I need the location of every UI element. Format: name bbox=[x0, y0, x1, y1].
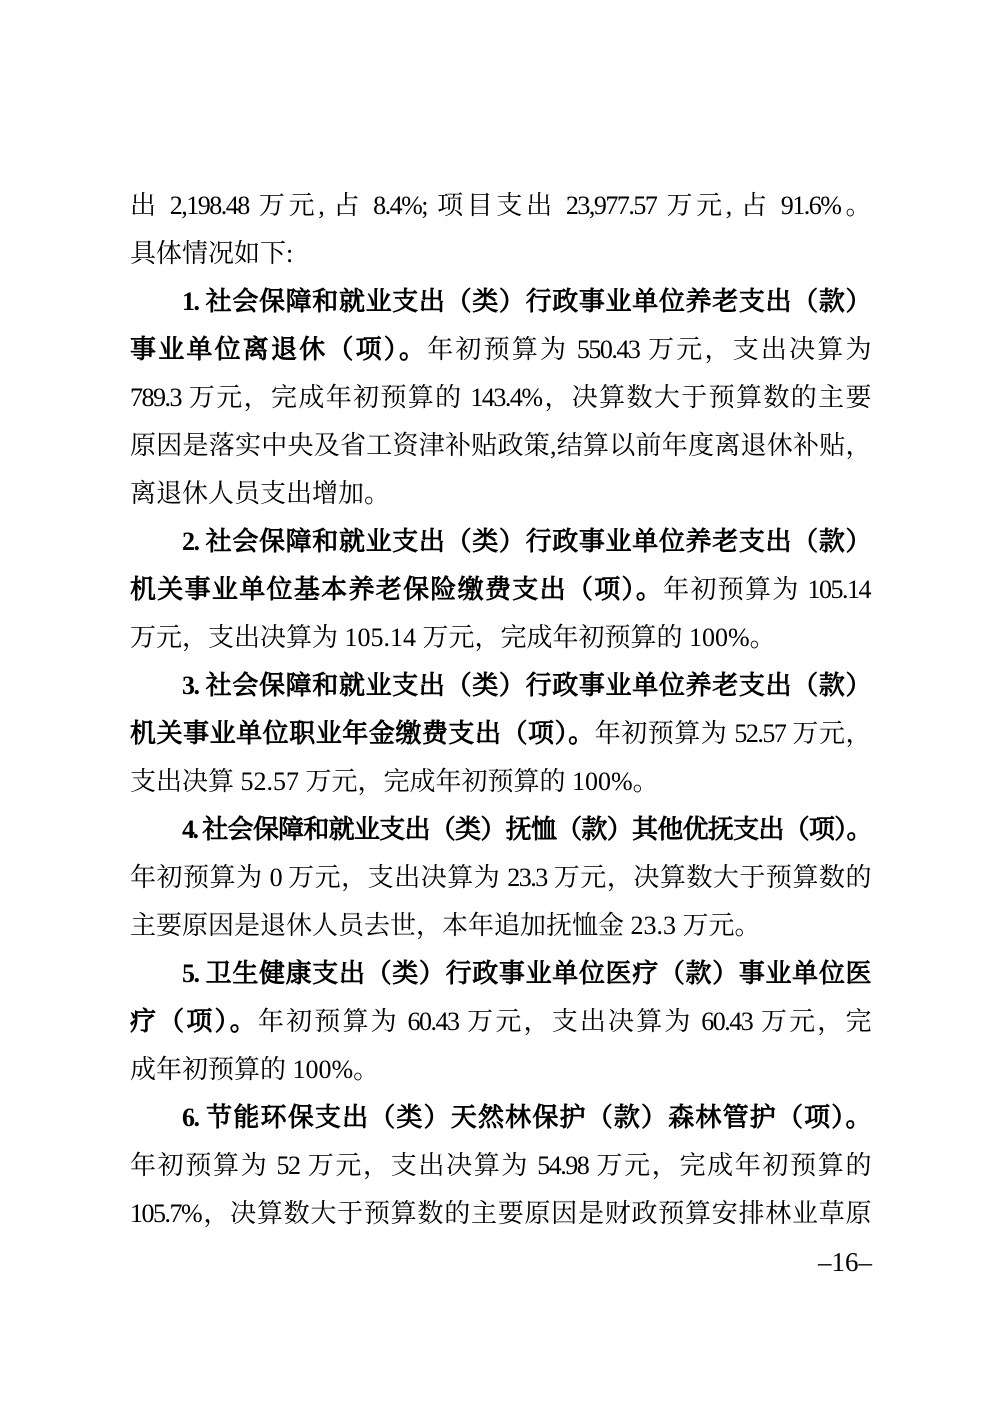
text-line bbox=[130, 662, 870, 710]
item-title-run: 6. 节能环保支出（类）天然林保护（款）森林管护（项）。 bbox=[182, 1103, 870, 1132]
paragraph bbox=[130, 950, 870, 1094]
item-title-run: 机关事业单位职业年金缴费支出（项）。 bbox=[130, 719, 595, 748]
item-title-run: 事业单位离退休（项）。 bbox=[130, 335, 428, 364]
item-title-run: 4. 社会保障和就业支出（类）抚恤（款）其他优抚支出（项）。 bbox=[182, 815, 870, 844]
text-line bbox=[130, 374, 870, 422]
text-line bbox=[130, 326, 870, 374]
item-title-run: 机关事业单位基本养老保险缴费支出（项）。 bbox=[130, 575, 664, 604]
body-run: 支出决算 52.57 万元，完成年初预算的 100%。 bbox=[130, 767, 659, 796]
body-run: 年初预算为 550.43 万元，支出决算为 bbox=[427, 335, 870, 364]
body-run: 年初预算为 0 万元，支出决算为 23.3 万元，决算数大于预算数的 bbox=[130, 863, 870, 892]
body-run: 年初预算为 105.14 bbox=[663, 575, 870, 604]
text-line bbox=[130, 278, 870, 326]
body-run: 年初预算为 60.43 万元，支出决算为 60.43 万元，完 bbox=[257, 1007, 870, 1036]
body-run: 年初预算为 52.57 万元， bbox=[594, 719, 870, 748]
text-line bbox=[130, 806, 870, 854]
text-line bbox=[130, 566, 870, 614]
text-line bbox=[130, 182, 870, 230]
text-line bbox=[130, 1142, 870, 1190]
paragraph bbox=[130, 278, 870, 518]
text-line bbox=[130, 470, 870, 518]
body-run: 主要原因是退休人员去世，本年追加抚恤金 23.3 万元。 bbox=[130, 911, 761, 940]
paragraph bbox=[130, 1094, 870, 1238]
text-line bbox=[130, 950, 870, 998]
item-title-run: 疗（项）。 bbox=[130, 1007, 258, 1036]
body-run: 具体情况如下: bbox=[130, 239, 294, 268]
body-run: 离退休人员支出增加。 bbox=[130, 479, 391, 508]
body-run: 万元，支出决算为 105.14 万元，完成年初预算的 100%。 bbox=[130, 623, 776, 652]
body-run: 789.3 万元，完成年初预算的 143.4%，决算数大于预算数的主要 bbox=[130, 383, 870, 412]
paragraph bbox=[130, 662, 870, 806]
text-line bbox=[130, 422, 870, 470]
body-run: 原因是落实中央及省工资津补贴政策,结算以前年度离退休补贴， bbox=[130, 431, 870, 460]
text-line bbox=[130, 854, 870, 902]
text-line bbox=[130, 758, 870, 806]
body-run: 105.7%，决算数大于预算数的主要原因是财政预算安排林业草原 bbox=[130, 1199, 870, 1228]
paragraph bbox=[130, 806, 870, 950]
text-line bbox=[130, 518, 870, 566]
paragraph bbox=[130, 518, 870, 662]
item-title-run: 2. 社会保障和就业支出（类）行政事业单位养老支出（款） bbox=[182, 527, 870, 556]
item-title-run: 5. 卫生健康支出（类）行政事业单位医疗（款）事业单位医 bbox=[182, 959, 870, 988]
text-line bbox=[130, 614, 870, 662]
text-line bbox=[130, 1046, 870, 1094]
body-run: 出 2,198.48 万元, 占 8.4%; 项目支出 23,977.57 万元, 占 91.6%。 bbox=[130, 191, 870, 220]
text-line bbox=[130, 710, 870, 758]
item-title-run: 1. 社会保障和就业支出（类）行政事业单位养老支出（款） bbox=[182, 287, 870, 316]
text-line bbox=[130, 230, 870, 278]
item-title-run: 3. 社会保障和就业支出（类）行政事业单位养老支出（款） bbox=[182, 671, 870, 700]
body-run: 成年初预算的 100%。 bbox=[130, 1055, 380, 1084]
text-line bbox=[130, 902, 870, 950]
page-content bbox=[130, 182, 870, 1238]
paragraph bbox=[130, 182, 870, 278]
text-line bbox=[130, 1190, 870, 1238]
text-line bbox=[130, 998, 870, 1046]
text-line bbox=[130, 1094, 870, 1142]
page-number: –16– bbox=[818, 1247, 872, 1277]
body-run: 年初预算为 52 万元，支出决算为 54.98 万元，完成年初预算的 bbox=[130, 1151, 870, 1180]
